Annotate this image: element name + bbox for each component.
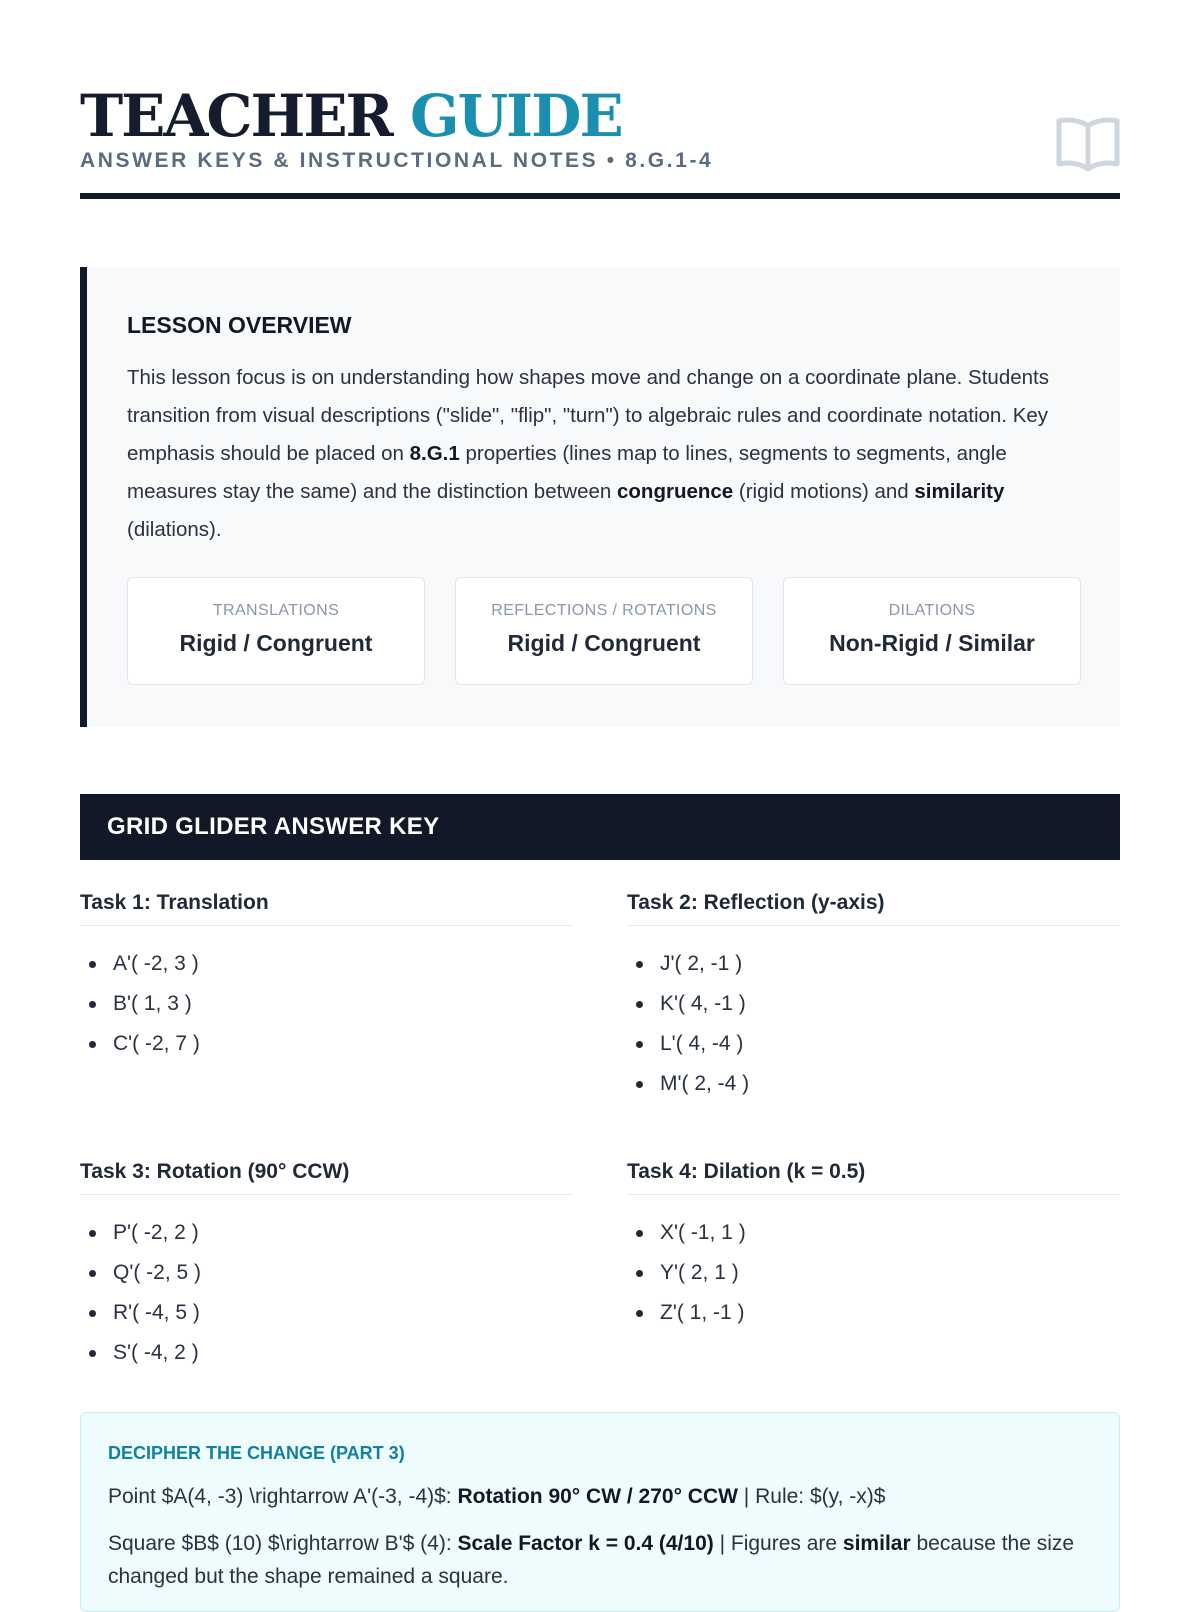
- answer-list: [627, 1213, 1120, 1333]
- page-header: [80, 80, 1120, 200]
- overview-text: [127, 359, 1072, 549]
- answer-list: [627, 944, 1120, 1104]
- task-1-translation: [80, 891, 573, 1064]
- task-title: Task 3: Rotation (90° CCW): [80, 1160, 573, 1195]
- decipher-text-part: Point $A(4, -3) \rightarrow A'(-3, -4)$:: [108, 1485, 458, 1508]
- card-value: Non-Rigid / Similar: [829, 630, 1035, 656]
- page-title: [80, 84, 622, 148]
- card-value: Rigid / Congruent: [179, 630, 373, 656]
- answer-list: [80, 944, 573, 1064]
- answer-list: [80, 1213, 573, 1373]
- answer-item: P'( -2, 2 ): [80, 1213, 573, 1253]
- card-label: TRANSLATIONS: [212, 602, 340, 619]
- lesson-overview-panel: [80, 267, 1120, 727]
- answer-item: A'( -2, 3 ): [80, 944, 573, 984]
- answer-item: Y'( 2, 1 ): [627, 1253, 1120, 1293]
- answer-item: L'( 4, -4 ): [627, 1024, 1120, 1064]
- answer-item: S'( -4, 2 ): [80, 1333, 573, 1373]
- card-translations: [127, 577, 425, 685]
- page-subtitle: ANSWER KEYS & INSTRUCTIONAL NOTES • 8.G.1-4: [80, 149, 714, 172]
- decipher-text-bold: similar: [842, 1532, 911, 1555]
- card-label: DILATIONS: [888, 602, 976, 619]
- decipher-text-part: Square $B$ (10) $\rightarrow B'$ (4):: [108, 1532, 458, 1555]
- task-2-reflection: [627, 891, 1120, 1104]
- transformation-cards: [127, 577, 1081, 687]
- overview-text-part: (dilations).: [127, 518, 222, 541]
- answer-key-section-bar: [80, 794, 1120, 860]
- overview-text-bold: 8.G.1: [409, 442, 460, 465]
- task-4-dilation: [627, 1160, 1120, 1333]
- answer-item: Q'( -2, 5 ): [80, 1253, 573, 1293]
- overview-text-part: This lesson focus is on understanding how shapes move and change on a coordinate plane. Students transition from visual descriptions ("slide", "flip", "turn") to algebraic rules and coordinate notation. Key emphasis should be placed on: [127, 366, 1049, 465]
- answer-item: B'( 1, 3 ): [80, 984, 573, 1024]
- decipher-text-part: | Figures are: [713, 1532, 843, 1555]
- decipher-the-change-box: [80, 1412, 1120, 1612]
- answer-item: X'( -1, 1 ): [627, 1213, 1120, 1253]
- answer-item: C'( -2, 7 ): [80, 1024, 573, 1064]
- card-value: Rigid / Congruent: [507, 630, 701, 656]
- card-dilations: [783, 577, 1081, 685]
- decipher-text-part: because the size changed but the shape remained a square.: [108, 1532, 1075, 1588]
- header-divider: [80, 193, 1120, 199]
- card-reflections-rotations: [455, 577, 753, 685]
- overview-text-bold: similarity: [914, 480, 1005, 503]
- task-title: Task 2: Reflection (y-axis): [627, 891, 1120, 926]
- decipher-line-1: [108, 1480, 1083, 1513]
- open-book-icon: [1056, 116, 1120, 174]
- overview-text-part: properties (lines map to lines, segments to segments, angle measures stay the same) and the distinction between: [127, 442, 1007, 503]
- answer-item: K'( 4, -1 ): [627, 984, 1120, 1024]
- decipher-text-bold: Rotation 90° CW / 270° CCW: [457, 1485, 738, 1508]
- task-title: Task 1: Translation: [80, 891, 573, 926]
- answer-item: M'( 2, -4 ): [627, 1064, 1120, 1104]
- overview-heading: LESSON OVERVIEW: [127, 312, 352, 338]
- task-title: Task 4: Dilation (k = 0.5): [627, 1160, 1120, 1195]
- card-label: REFLECTIONS / ROTATIONS: [491, 602, 717, 619]
- decipher-text-bold: Scale Factor k = 0.4 (4/10): [457, 1532, 714, 1555]
- answer-item: R'( -4, 5 ): [80, 1293, 573, 1333]
- decipher-heading: DECIPHER THE CHANGE (PART 3): [108, 1443, 405, 1463]
- overview-text-bold: congruence: [617, 480, 734, 503]
- overview-text-part: (rigid motions) and: [733, 480, 915, 503]
- answer-key-heading: GRID GLIDER ANSWER KEY: [107, 813, 440, 840]
- task-3-rotation: [80, 1160, 573, 1373]
- title-accent: GUIDE: [409, 82, 622, 150]
- decipher-line-2: [108, 1527, 1083, 1593]
- answer-item: J'( 2, -1 ): [627, 944, 1120, 984]
- title-main: TEACHER: [80, 82, 410, 150]
- answer-item: Z'( 1, -1 ): [627, 1293, 1120, 1333]
- decipher-text-part: | Rule: $(y, -x)$: [737, 1485, 886, 1508]
